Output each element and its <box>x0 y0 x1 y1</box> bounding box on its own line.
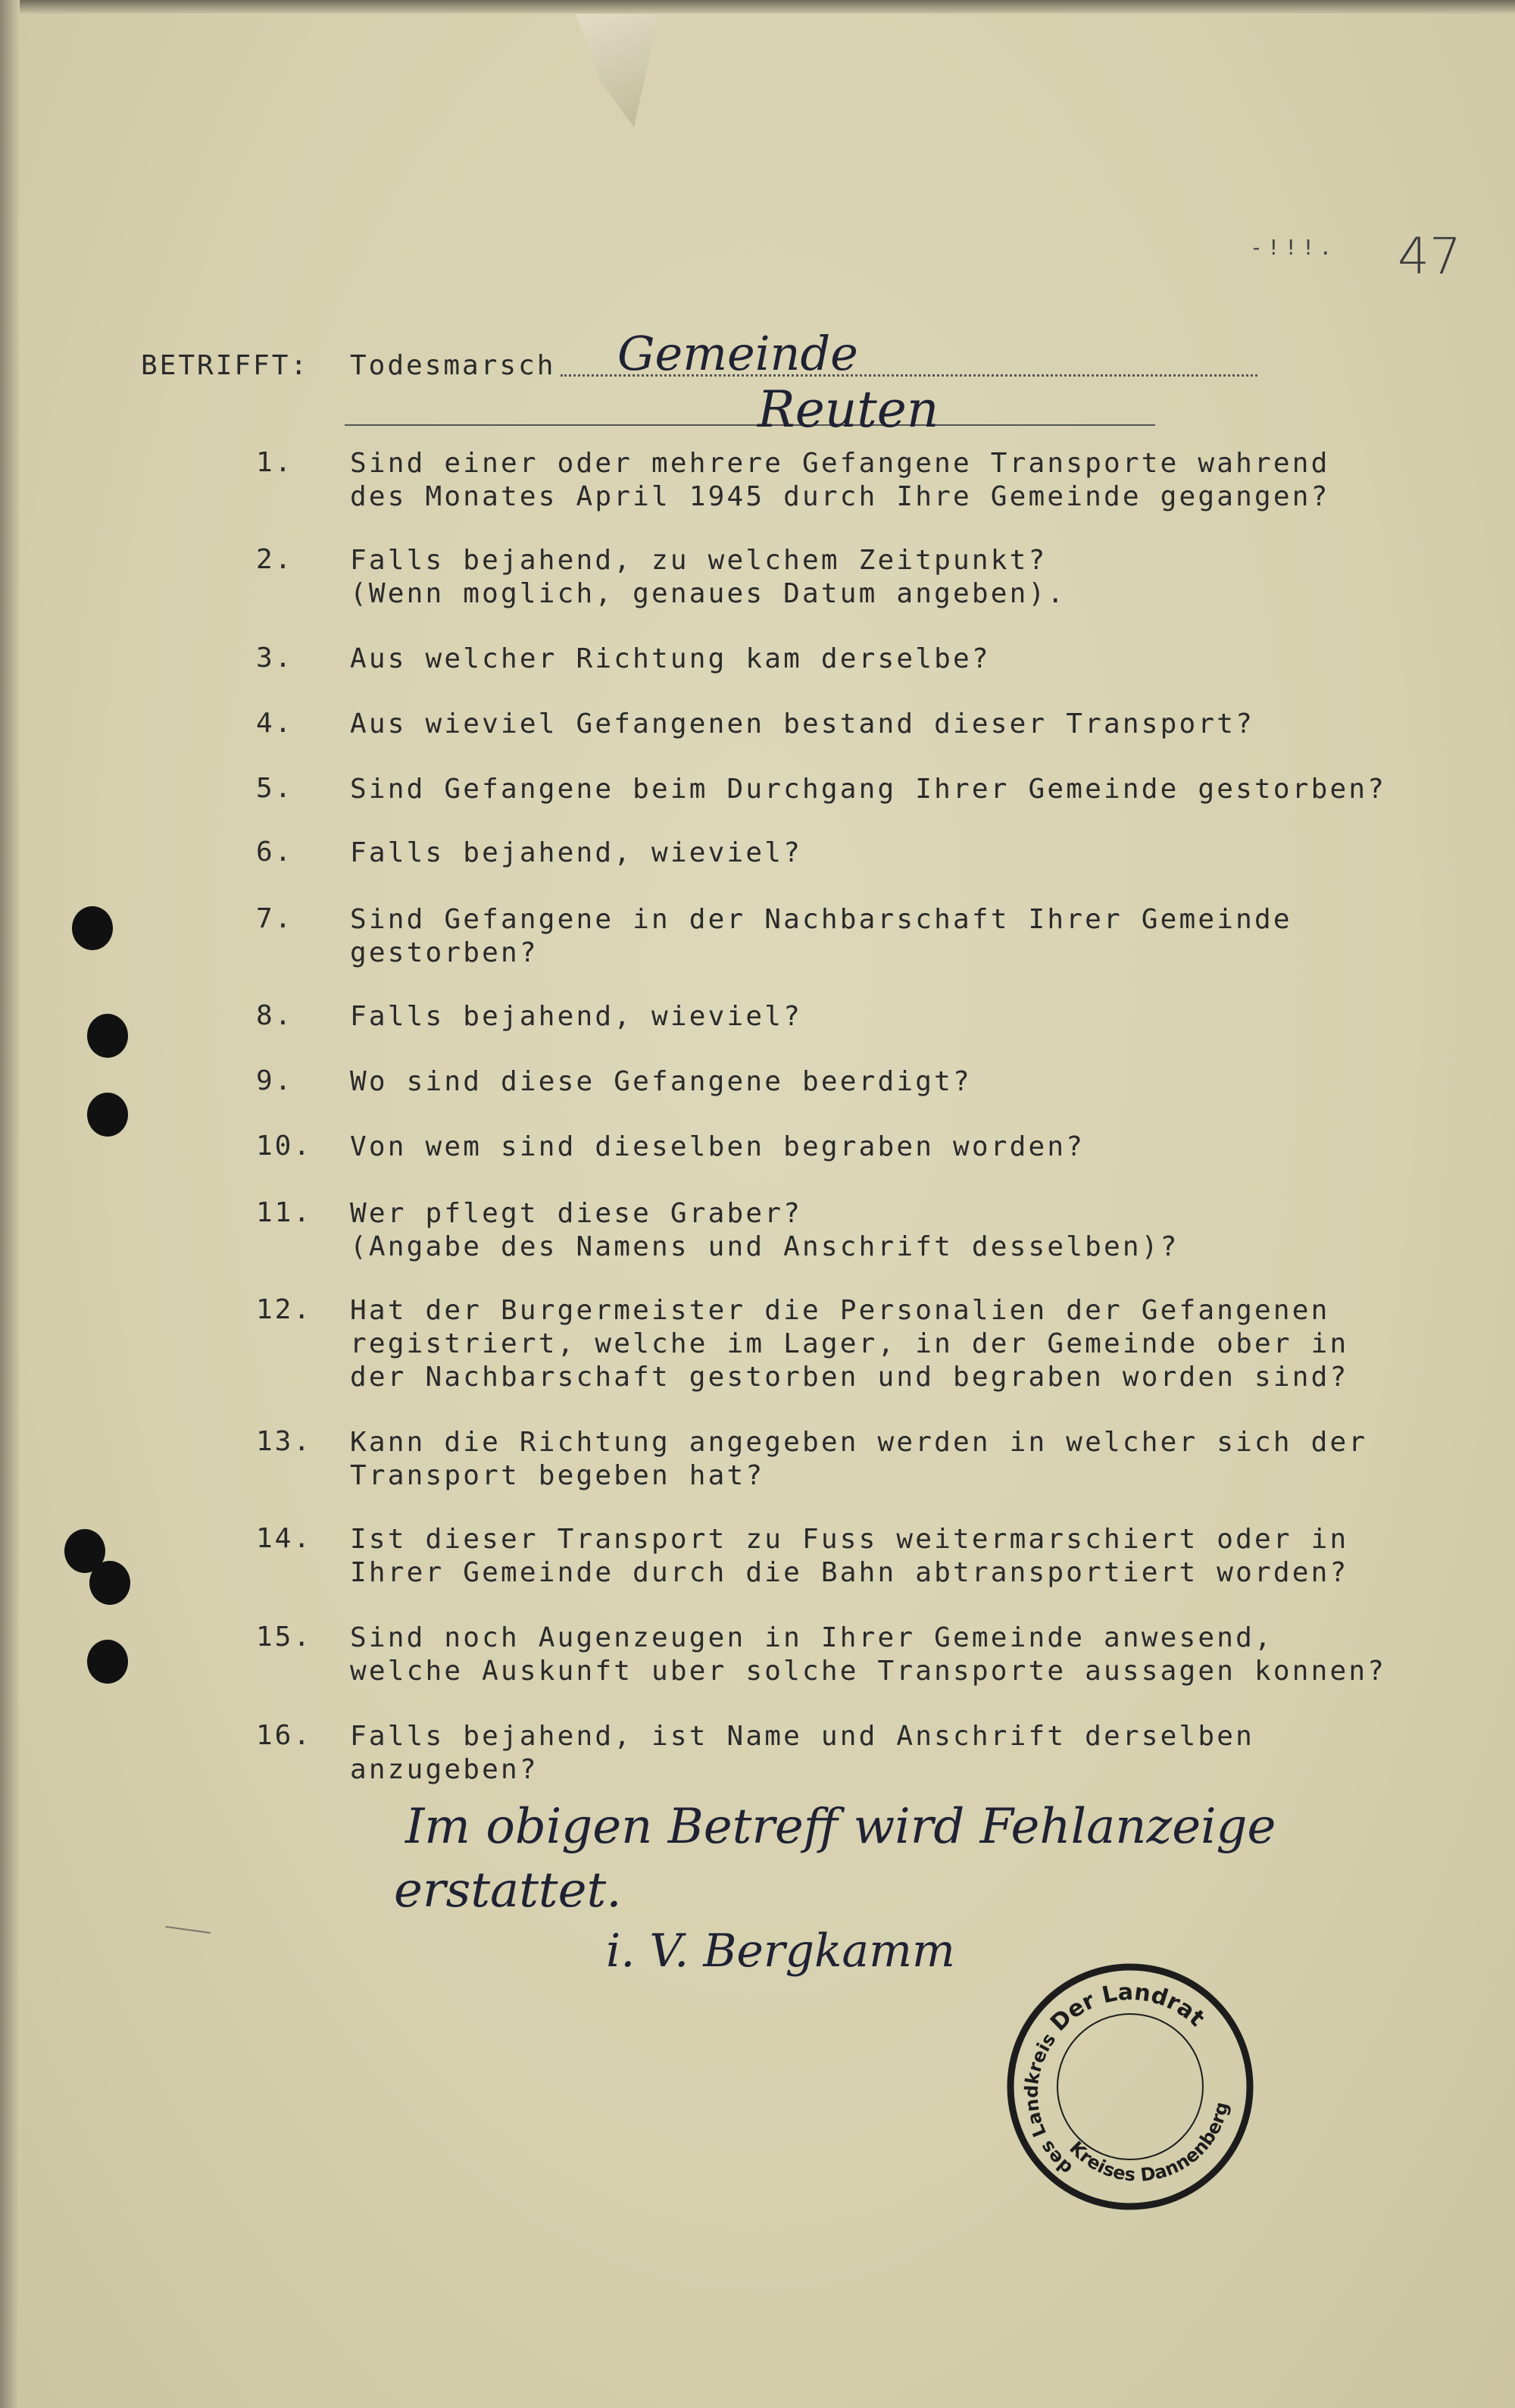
subject-label: BETRIFFT: <box>141 350 310 381</box>
stamp-left-text: des Landkreis <box>1020 2029 1076 2179</box>
question-number: 7. <box>256 903 294 934</box>
corner-mark: -!!!. <box>1250 235 1337 260</box>
question-number: 2. <box>256 544 294 575</box>
question-number: 12. <box>256 1294 313 1325</box>
question-number: 6. <box>256 837 294 868</box>
paper-top-edge <box>0 0 1515 14</box>
handwritten-answer-line1: Im obigen Betreff wird Fehlanzeige <box>405 1799 1276 1855</box>
punch-hole <box>87 1093 128 1137</box>
stray-pencil-mark <box>165 1906 213 1934</box>
stamp-bottom-text: Kreises Dannenberg <box>1065 2100 1233 2186</box>
question-text: Falls bejahend, wieviel? <box>350 837 802 868</box>
question-text: Sind Gefangene in der Nachbarschaft Ihrer Gemeinde gestorben? <box>350 904 1292 968</box>
question-number: 14. <box>256 1523 313 1554</box>
question-text: Sind noch Augenzeugen in Ihrer Gemeinde anwesend, welche Auskunft uber solche Transporte aussagen konnen? <box>350 1622 1387 1687</box>
subject-typed: Todesmarsch <box>350 350 556 381</box>
punch-hole <box>89 1561 130 1605</box>
question-text: Aus welcher Richtung kam derselbe? <box>350 643 991 674</box>
question-text: Wo sind diese Gefangene beerdigt? <box>350 1066 972 1097</box>
signature: i. V. Bergkamm <box>606 1925 955 1978</box>
question-number: 1. <box>256 447 294 478</box>
question-text: Sind Gefangene beim Durchgang Ihrer Gemeinde gestorben? <box>350 774 1387 805</box>
question-text: Falls bejahend, ist Name und Anschrift derselben anzugeben? <box>350 1721 1254 1785</box>
question-number: 13. <box>256 1426 313 1457</box>
question-number: 5. <box>256 773 294 804</box>
question-number: 4. <box>256 708 294 739</box>
question-number: 3. <box>256 643 294 674</box>
question-number: 10. <box>256 1131 313 1162</box>
handwritten-answer-line2: erstattet. <box>394 1862 622 1919</box>
question-text: Falls bejahend, zu welchem Zeitpunkt? (Wenn moglich, genaues Datum angeben). <box>350 545 1067 609</box>
stamp-svg <box>1001 1958 1259 2216</box>
question-number: 16. <box>256 1720 313 1751</box>
punch-hole <box>87 1640 128 1684</box>
question-text: Kann die Richtung angegeben werden in welcher sich der Transport begeben hat? <box>350 1427 1368 1491</box>
subject-handwritten-line1: Gemeinde <box>617 326 858 381</box>
question-text: Falls bejahend, wieviel? <box>350 1001 802 1032</box>
stamp-top-text: Der Landrat <box>1045 1978 1210 2037</box>
question-number: 8. <box>256 1000 294 1031</box>
question-text: Sind einer oder mehrere Gefangene Transporte wahrend des Monates April 1945 durch Ihre Gemeinde gegangen? <box>350 448 1330 512</box>
question-text: Von wem sind dieselben begraben worden? <box>350 1131 1085 1162</box>
question-text: Wer pflegt diese Graber? (Angabe des Namens und Anschrift desselben)? <box>350 1198 1179 1262</box>
page-number: 47 <box>1398 227 1461 286</box>
question-text: Aus wieviel Gefangenen bestand dieser Transport? <box>350 708 1254 740</box>
question-number: 15. <box>256 1621 313 1653</box>
question-number: 9. <box>256 1065 294 1096</box>
punch-hole <box>72 906 113 950</box>
subject-handwritten-line2: Reuten <box>758 380 939 439</box>
question-number: 11. <box>256 1197 313 1228</box>
punch-hole <box>87 1014 128 1058</box>
question-text: Ist dieser Transport zu Fuss weitermarschiert oder in Ihrer Gemeinde durch die Bahn abtransportiert worden? <box>350 1524 1349 1588</box>
subject-underline <box>345 424 1155 426</box>
question-text: Hat der Burgermeister die Personalien der Gefangenen registriert, welche im Lager, in der Gemeinde ober in der Nachbarschaft gestorben und begraben worden sind? <box>350 1295 1349 1393</box>
official-stamp <box>1001 1958 1259 2216</box>
paper-fold <box>576 14 659 127</box>
stamp-inner-ring <box>1057 2014 1203 2159</box>
paper-left-edge <box>0 0 20 2408</box>
